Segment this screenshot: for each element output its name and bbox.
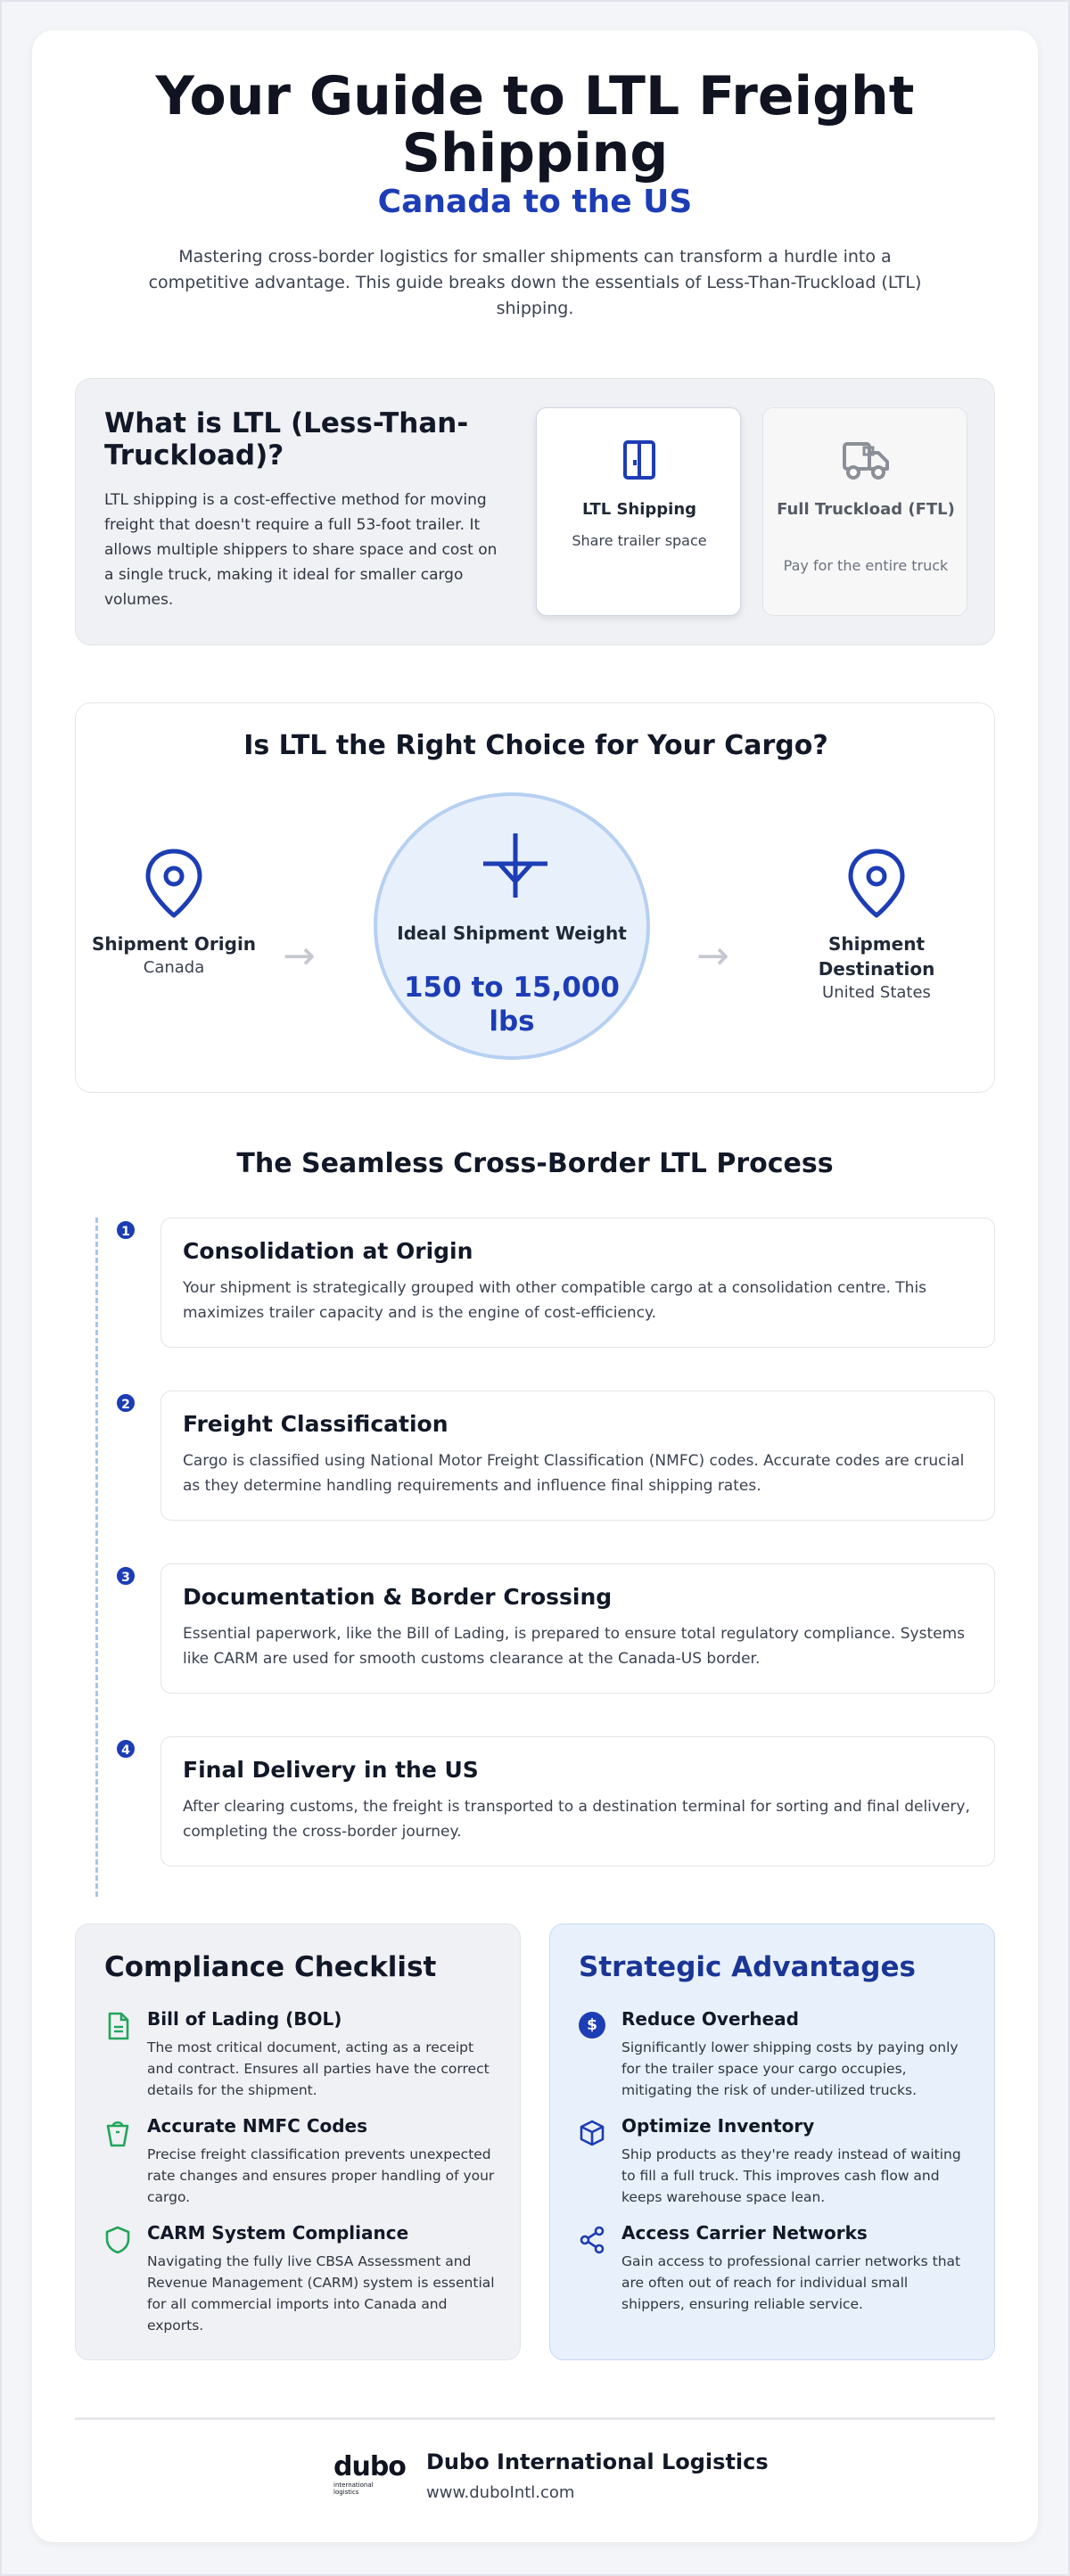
step-number-badge: 4 [115, 1738, 136, 1760]
advantages-heading: Strategic Advantages [579, 1951, 916, 1983]
origin-pin-icon [140, 846, 208, 921]
destination-title: Shipment Destination [818, 933, 935, 980]
process-step [160, 1736, 995, 1866]
compliance-item-desc: The most critical document, acting as a receipt and contract. Ensures all parties have the correct details for the shipment. [147, 2039, 490, 2098]
dollar-icon: $ [579, 2012, 605, 2039]
door-icon [614, 435, 664, 485]
destination-pin-icon [843, 846, 910, 921]
step-number-badge: 2 [115, 1392, 136, 1414]
step-description: Essential paperwork, like the Bill of Lading, is prepared to ensure total regulatory compliance. Systems like CARM are used for smooth customs clearance at the Canada-US border. [183, 1625, 965, 1668]
step-title: Freight Classification [183, 1411, 449, 1437]
origin-block [85, 931, 263, 980]
page-title: Your Guide to LTL Freight Shipping [155, 65, 915, 185]
ftl-subtitle: Pay for the entire truck [783, 557, 949, 574]
right-choice-section [75, 702, 995, 1093]
origin-subtitle: Canada [143, 958, 205, 977]
footer-divider [75, 2417, 995, 2420]
company-name: Dubo International Logistics [426, 2449, 769, 2474]
document-icon [104, 2012, 131, 2040]
what-is-ltl-section [75, 378, 995, 645]
advantage-item-desc: Ship products as they're ready instead of waiting to fill a full truck. This improves cash flow and keeps warehouse space lean. [621, 2146, 961, 2205]
what-is-ltl-body: LTL shipping is a cost-effective method for moving freight that doesn't require a full 53-foot trailer. It allows multiple shippers to share space and cost on a single truck, making it ideal for smaller cargo volumes. [104, 491, 498, 609]
arrow-icon: → [283, 933, 316, 979]
logo-subtext: international logistics [333, 2482, 374, 2496]
scale-icon [480, 830, 551, 901]
ideal-weight-title: Ideal Shipment Weight [397, 923, 627, 944]
process-step [160, 1391, 995, 1521]
shield-icon [104, 2226, 131, 2254]
advantage-item-title: Optimize Inventory [621, 2115, 815, 2137]
process-heading: The Seamless Cross-Border LTL Process [236, 1148, 834, 1179]
ideal-weight-value: 150 to 15,000 lbs [403, 972, 621, 1038]
process-step [160, 1563, 995, 1694]
page-subtitle: Canada to the US [377, 184, 693, 220]
compliance-heading: Compliance Checklist [104, 1951, 437, 1983]
step-title: Final Delivery in the US [183, 1757, 479, 1783]
intro-text: Mastering cross-border logistics for smaller shipments can transform a hurdle into a competitive advantage. This guide breaks down the essentials of Less-Than-Truckload (LTL) shipping. [148, 247, 922, 318]
compliance-item-title: CARM System Compliance [147, 2222, 409, 2244]
compliance-checklist-section [75, 1924, 521, 2360]
company-url-link[interactable]: www.duboIntl.com [426, 2483, 575, 2502]
box-icon [579, 2119, 605, 2147]
advantage-item-title: Reduce Overhead [621, 2008, 799, 2030]
right-choice-heading: Is LTL the Right Choice for Your Cargo? [243, 730, 828, 761]
origin-title: Shipment Origin [91, 933, 257, 955]
compliance-item-title: Accurate NMFC Codes [147, 2115, 368, 2137]
ltl-shipping-title: LTL Shipping [581, 500, 697, 519]
step-description: Cargo is classified using National Motor Freight Classification (NMFC) codes. Accurate codes are crucial as they determine handling requirements and influence final shipping rates. [183, 1452, 965, 1495]
step-description: Your shipment is strategically grouped with other compatible cargo at a consolidation centre. This maximizes trailer capacity and is the engine of cost-efficiency. [183, 1279, 927, 1322]
ltl-shipping-subtitle: Share trailer space [572, 532, 707, 549]
advantage-item-title: Access Carrier Networks [621, 2222, 868, 2244]
advantage-item-desc: Gain access to professional carrier networks that are often out of reach for individual small shippers, ensuring reliable service. [621, 2253, 961, 2312]
ftl-title: Full Truckload (FTL) [777, 500, 955, 519]
guide-card [32, 30, 1038, 2542]
strategic-advantages-section [549, 1924, 995, 2360]
process-step [160, 1218, 995, 1348]
process-timeline [95, 1218, 98, 1897]
compliance-item-desc: Navigating the fully live CBSA Assessment and Revenue Management (CARM) system is essential for all commercial imports into Canada and exports. [147, 2253, 495, 2334]
bucket-icon [104, 2119, 131, 2147]
step-title: Consolidation at Origin [183, 1238, 473, 1264]
compliance-item-desc: Precise freight classification prevents unexpected rate changes and ensures proper handling of your cargo. [147, 2146, 495, 2205]
ideal-weight-circle [374, 792, 650, 1060]
step-description: After clearing customs, the freight is transported to a destination terminal for sorting and final delivery, completing the cross-border journey. [183, 1798, 970, 1841]
arrow-icon: → [696, 933, 729, 979]
share-icon [579, 2226, 605, 2254]
destination-subtitle: United States [822, 983, 931, 1002]
step-title: Documentation & Border Crossing [183, 1584, 613, 1610]
compliance-item-title: Bill of Lading (BOL) [147, 2008, 342, 2030]
destination-block [787, 931, 966, 1005]
ftl-card [762, 407, 967, 616]
company-logo [330, 2451, 406, 2496]
what-is-ltl-heading: What is LTL (Less-Than-Truckload)? [104, 407, 469, 472]
step-number-badge: 3 [115, 1565, 136, 1587]
logo-wordmark: dubo [333, 2451, 406, 2482]
truck-icon [841, 435, 891, 485]
step-number-badge: 1 [115, 1219, 136, 1241]
ltl-shipping-card [536, 407, 741, 616]
advantage-item-desc: Significantly lower shipping costs by paying only for the trailer space your cargo occupies, mitigating the risk of under-utilized trucks. [621, 2039, 959, 2098]
